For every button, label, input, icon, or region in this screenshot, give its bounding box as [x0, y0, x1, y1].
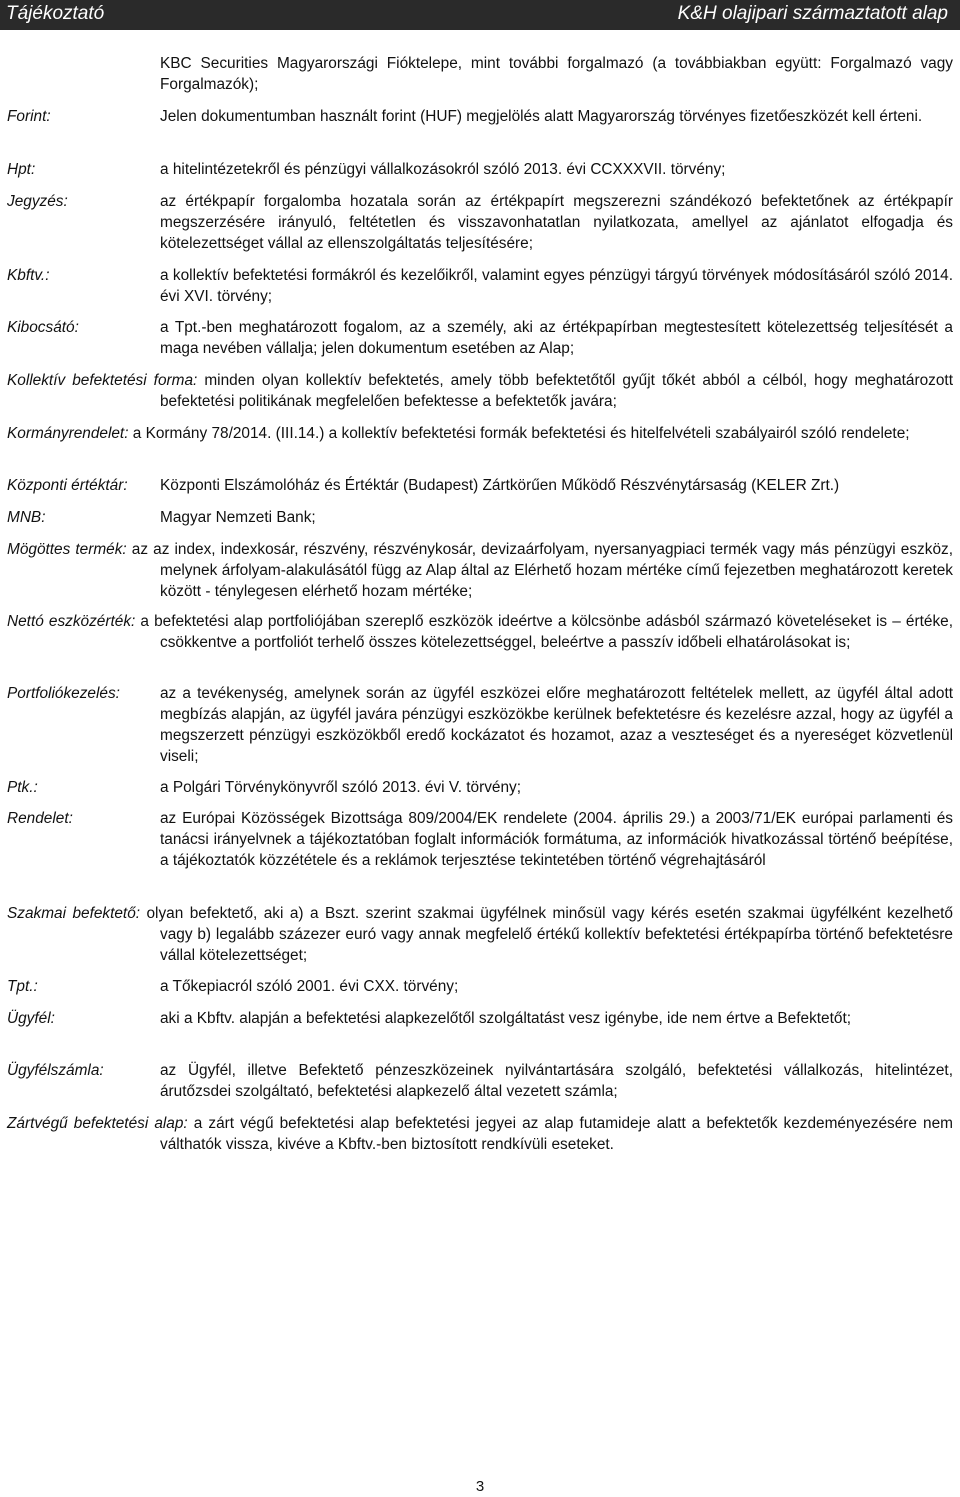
definition-term: Kbftv.:: [7, 267, 50, 284]
definition-term: Mögöttes termék:: [7, 541, 127, 558]
definition-term: Szakmai befektető:: [7, 905, 141, 922]
definition-text: az Európai Közösségek Bizottsága 809/2004/EK rendelete (2004. április 29.) a 2003/71/EK európai parlamenti és tanácsi irányelvnek a tájékoztatóban foglalt információk formátuma, az információk hivatkozással történő beépítése, a tájékoztatók közzététele és a reklámok terjesztése tekintetében történő végrehajtásáról: [160, 810, 953, 869]
definition-text: olyan befektető, aki a) a Bszt. szerint szakmai ügyfélnek minősül vagy kérés esetén szakmai ügyfélként kezelhető vagy b) legalább százezer euró vagy annak megfelelő értékű kollektív befektetési értékpapírba történő befektetésre vállal kötelezettséget;: [146, 905, 953, 964]
definition-term: Ügyfélszámla:: [7, 1062, 104, 1079]
page-number: 3: [475, 1478, 485, 1495]
definition-term: Portfoliókezelés:: [7, 685, 120, 702]
definition-item: [7, 539, 953, 602]
definition-term: Ptk.:: [7, 779, 38, 796]
definition-item: [7, 611, 953, 653]
definition-text: a hitelintézetekről és pénzügyi vállalkozásokról szóló 2013. évi CCXXXVII. törvény;: [160, 161, 726, 178]
definition-text: a befektetési alap portfoliójában szereplő eszközök ideértve a kölcsönbe adásból származó követeléseket is – értéke, csökkentve a portfoliót terhelő összes kötelezettséggel, beleértve a passzív időbeli elhatárolásokat is;: [140, 613, 953, 651]
definition-item: [7, 370, 953, 412]
definition-term: Nettó eszközérték:: [7, 613, 136, 630]
definition-text: a zárt végű befektetési alap befektetési jegyei az alap futamideje alatt a befektetők kezdeményezésére nem válthatók vissza, kivéve a Kbftv.-ben biztosított rendkívüli eseteket.: [160, 1115, 953, 1153]
definition-text: az a tevékenység, amelynek során az ügyfél eszközei előre meghatározott feltételek mellett, az ügyfél által adott megbízás alapján, az ügyfél javára pénzügyi eszközökbe kerülnek befektetésre és kezelésre azzal, hogy az ügyfél a megszerzett pénzügyi eszközökből eredő kockázatot és hozamot, azaz a veszteséget és a nyereséget közvetlenül viseli;: [160, 685, 953, 765]
definition-term: Kibocsátó:: [7, 319, 79, 336]
definition-text: Központi Elszámolóház és Értéktár (Budapest) Zártkörűen Működő Részvénytársaság (KELER Zrt.): [160, 477, 840, 494]
definition-term: Ügyfél:: [7, 1010, 55, 1027]
definition-term: Rendelet:: [7, 810, 73, 827]
definition-text: az az index, indexkosár, részvény, részvénykosár, devizaárfolyam, nyersanyagpiaci termék vagy más pénzügyi eszköz, melynek árfolyam-alakulásától függ az Alap által az Elérhető hozam mértéke című fejezetben meghatározott keretek között - ténylegesen elérhető hozam mértéke;: [131, 541, 953, 600]
definition-term: Központi értéktár:: [7, 477, 128, 494]
definition-term: MNB:: [7, 509, 46, 526]
definition-text: KBC Securities Magyarországi Fióktelepe, mint további forgalmazó (a továbbiakban együtt: Forgalmazó vagy Forgalmazók);: [160, 55, 953, 93]
header-left-title: Tájékoztató: [6, 3, 105, 24]
definition-term: Kollektív befektetési forma:: [7, 372, 198, 389]
definition-text: Magyar Nemzeti Bank;: [160, 509, 316, 526]
definition-item: [7, 423, 953, 444]
definition-text: Jelen dokumentumban használt forint (HUF) megjelölés alatt Magyarország törvényes fizetőeszközét kell érteni.: [160, 108, 923, 125]
definition-item: [7, 903, 953, 966]
definition-text: a Tpt.-ben meghatározott fogalom, az a személy, aki az értékpapírban megtestesített kötelezettség teljesítését a maga nevében vállalja; jelen dokumentum esetében az Alap;: [160, 319, 953, 357]
definition-text: a kollektív befektetési formákról és kezelőikről, valamint egyes pénzügyi tárgyú törvények módosításáról szóló 2014. évi XVI. törvény;: [160, 267, 953, 305]
definition-item: [7, 1113, 953, 1155]
definition-text: aki a Kbftv. alapján a befektetési alapkezelőtől szolgáltatást vesz igénybe, ide nem értve a Befektetőt;: [160, 1010, 851, 1027]
definition-text: a Polgári Törvénykönyvről szóló 2013. évi V. törvény;: [160, 779, 522, 796]
definition-term: Hpt:: [7, 161, 36, 178]
definition-text: az Ügyfél, illetve Befektető pénzeszközeinek nyilvántartására szolgáló, befektetési vállalkozás, hitelintézet, árutőzsdei szolgáltató, befektetési alapkezelő által vezetett számla;: [160, 1062, 953, 1100]
definition-term: Tpt.:: [7, 978, 38, 995]
page-header: [0, 0, 960, 30]
definition-term: Zártvégű befektetési alap:: [7, 1115, 188, 1132]
definition-term: Forint:: [7, 108, 51, 125]
definition-text: a Tőkepiacról szóló 2001. évi CXX. törvény;: [160, 978, 459, 995]
definition-term: Jegyzés:: [7, 193, 68, 210]
definition-term: Kormányrendelet:: [7, 425, 129, 442]
header-right-title: K&H olajipari származtatott alap: [677, 3, 948, 24]
definition-text: a Kormány 78/2014. (III.14.) a kollektív befektetési formák befektetési és hitelfelvételi szabályairól szóló rendelete;: [132, 425, 910, 442]
definition-text: minden olyan kollektív befektetés, amely több befektetőtől gyűjt tőkét abból a célból, hogy meghatározott befektetési politikának megfelelően befektesse a befektetők javára;: [160, 372, 953, 410]
definition-text: az értékpapír forgalomba hozatala során az értékpapírt megszerezni szándékozó befektetőnek az értékpapír megszerzésére irányuló, feltétetlen és visszavonhatatlan nyilatkozata, amellyel az ajánlatot elfogadja és kötelezettséget vállal az ellenszolgáltatás teljesítésére;: [160, 193, 953, 252]
